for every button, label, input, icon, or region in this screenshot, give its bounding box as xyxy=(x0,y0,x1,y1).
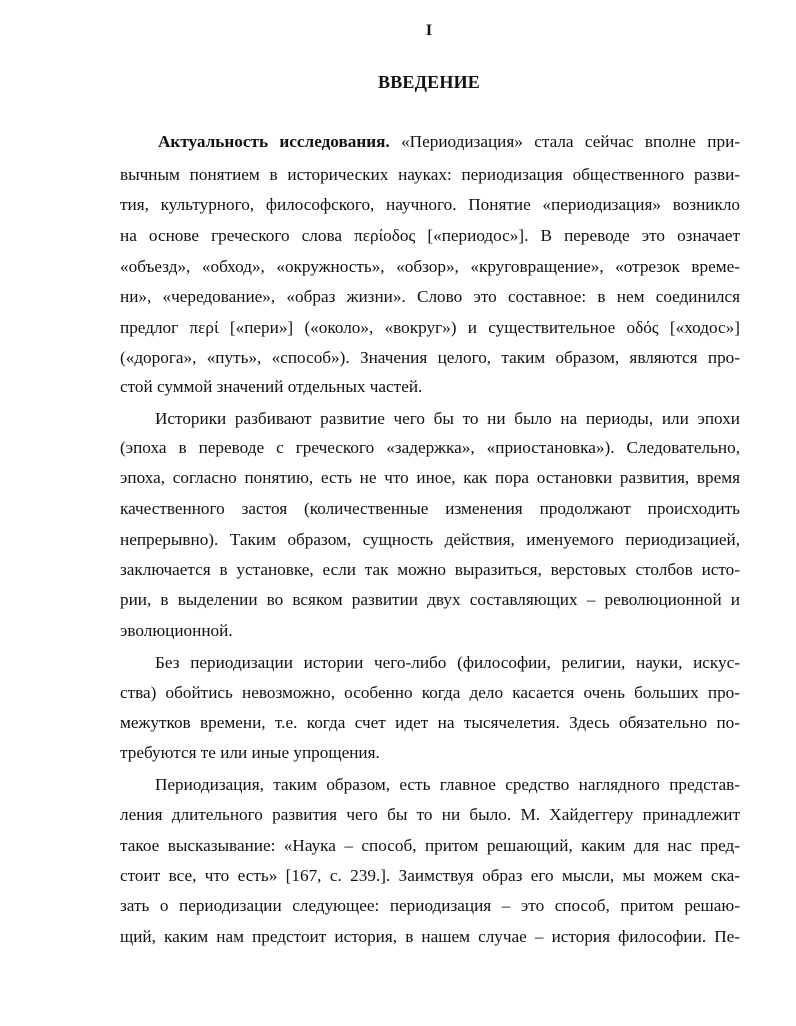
paragraph-4-line-3: такое высказывание: «Наука – способ, притом решающий, каким для нас пред- xyxy=(120,836,740,855)
paragraph-3-line-3: межутков времени, т.е. когда счет идет на тысячелетия. Здесь обязательно по- xyxy=(120,713,740,732)
paragraph-4-line-1: Периодизация, таким образом, есть главное средство наглядного представ- xyxy=(155,775,740,794)
paragraph-2-line-8: эволюционной. xyxy=(120,621,233,640)
paragraph-1-line-7: предлог περί [«пери»] («около», «вокруг») и существительное οδός [«ходос»] xyxy=(120,318,740,337)
paragraph-4-line-4: стоит все, что есть» [167, с. 239.]. Заимствуя образ его мысли, мы можем ска- xyxy=(120,866,740,885)
paragraph-2-line-1: Историки разбивают развитие чего бы то ни было на периоды, или эпохи xyxy=(155,409,740,428)
paragraph-3-line-4: требуются те или иные упрощения. xyxy=(120,743,380,762)
paragraph-3-line-2: ства) обойтись невозможно, особенно когда дело касается очень больших про- xyxy=(120,683,740,702)
paragraph-2-line-6: заключается в установке, если так можно выразиться, верстовых столбов исто- xyxy=(120,560,740,579)
paragraph-1-line-9: стой суммой значений отдельных частей. xyxy=(120,377,423,396)
section-label-relevance: Актуальность исследования. xyxy=(158,132,390,151)
paragraph-1-line-1 xyxy=(158,132,740,152)
paragraph-2-line-3: эпоха, согласно понятию, есть не что иное, как пора остановки развития, время xyxy=(120,468,740,487)
paragraph-2-line-4: качественного застоя (количественные изменения продолжают происходить xyxy=(120,499,740,518)
page-number: I xyxy=(425,22,433,39)
paragraph-2-line-5: непрерывно). Таким образом, сущность действия, именуемого периодизацией, xyxy=(120,530,740,549)
paragraph-4-line-6: щий, каким нам предстоит история, в нашем случае – история философии. Пе- xyxy=(120,927,740,946)
paragraph-4-line-5: зать о периодизации следующее: периодизация – это способ, притом решаю- xyxy=(120,896,740,915)
paragraph-4-line-2: ления длительного развития чего бы то ни было. М. Хайдеггеру принадлежит xyxy=(120,805,740,824)
paragraph-1-line-4: на основе греческого слова περίοδος [«периодос»]. В переводе это означает xyxy=(120,226,740,245)
paragraph-1-line-3: тия, культурного, философского, научного. Понятие «периодизация» возникло xyxy=(120,195,740,214)
paragraph-1-line-1-text: «Периодизация» стала сейчас вполне при- xyxy=(389,132,740,151)
paragraph-1-line-8: («дорога», «путь», «способ»). Значения целого, таким образом, являются про- xyxy=(120,348,740,367)
paragraph-2-line-2: (эпоха в переводе с греческого «задержка», «приостановка»). Следовательно, xyxy=(120,438,740,457)
paragraph-3-line-1: Без периодизации истории чего-либо (философии, религии, науки, искус- xyxy=(155,653,740,672)
page-title: ВВЕДЕНИЕ xyxy=(377,72,480,92)
paragraph-1-line-2: вычным понятием в исторических науках: периодизация общественного разви- xyxy=(120,165,740,184)
paragraph-2-line-7: рии, в выделении во всяком развитии двух составляющих – революционной и xyxy=(120,590,740,609)
paragraph-1-line-6: ни», «чередование», «образ жизни». Слово это составное: в нем соединился xyxy=(120,287,740,306)
paragraph-1-line-5: «объезд», «обход», «окружность», «обзор», «круговращение», «отрезок време- xyxy=(120,257,740,276)
